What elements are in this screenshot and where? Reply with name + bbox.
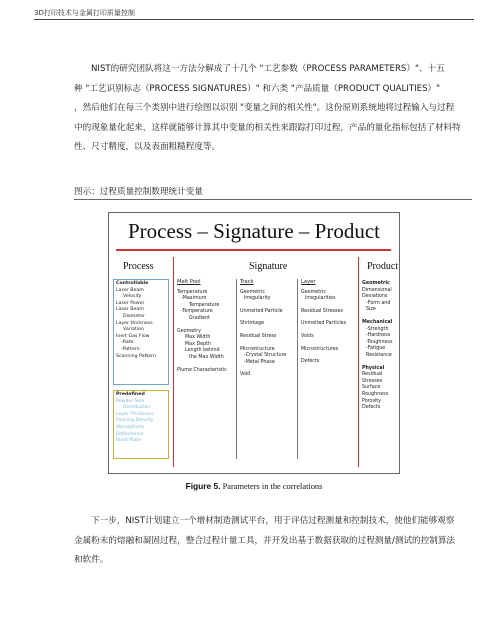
para1-line: ，然后他们在每三个类别中进行绘图以识别 "变量之间的相关性"。这份原则系统地将过程输入与过程: [74, 103, 455, 113]
list-item: the Max Width: [189, 354, 224, 360]
list-item: Laser Power: [116, 300, 145, 306]
list-item: Dimensional Deviations: [362, 287, 392, 300]
list-item: -Metal Phase: [244, 359, 275, 365]
list-item: -Toughness: [366, 339, 393, 345]
caption-text: Parameters in the correlations: [220, 482, 323, 491]
list-item: -Rate: [121, 340, 134, 346]
separator-line: [358, 257, 359, 467]
predefined-heading: Predefined: [116, 392, 145, 397]
list-item: Microstructures: [301, 346, 339, 352]
para1-line: NIST的研究团队将这一方法分解成了十几个 "工艺参数（PROCESS PARAMETERS）"、十五: [91, 64, 445, 74]
col-head-signature: Signature: [249, 261, 288, 272]
figure-caption: [108, 481, 400, 491]
list-item: Build Plate: [116, 438, 141, 444]
list-item: Reflectance: [116, 431, 144, 437]
figure-label: 图示：过程质量控制数理统计变量: [74, 185, 472, 200]
list-item: Defects: [301, 359, 320, 365]
list-item: Voids: [301, 333, 314, 339]
col-head-process: Process: [123, 261, 154, 272]
list-item: Porosity: [362, 398, 382, 404]
paragraph-2: [74, 512, 472, 571]
list-item: Diameter: [123, 313, 145, 319]
predefined-box: [113, 390, 169, 459]
list-item: Geometry: [177, 328, 201, 334]
list-item: -Strength: [366, 326, 389, 332]
layer-heading: Layer: [301, 279, 316, 285]
list-item: Layer thickness: [116, 320, 153, 326]
list-item: Microstructure: [240, 346, 275, 352]
list-item: -Hardness: [366, 333, 391, 339]
product-column: [362, 281, 398, 412]
para1-line: 性、尺寸精度，以及表面粗糙程度等。: [74, 142, 221, 152]
para2-line: 下一步，NIST计划建立一个增材制造测试平台，用于评估过程测量和控制技术，使他们能够观察: [91, 516, 455, 526]
para2-line: 和软件。: [74, 555, 109, 565]
list-item: Packing Density: [116, 418, 154, 424]
list-item: Inert Gas Flow: [116, 333, 150, 339]
list-item: -Form and Size: [366, 300, 391, 313]
list-item: Laser Beam: [116, 307, 144, 313]
list-item: Variation: [123, 327, 144, 333]
list-item: -Temperature: [181, 309, 213, 315]
list-item: -Maximum: [181, 296, 207, 302]
list-item: -Fatigue Resistance: [366, 346, 392, 358]
list-item: Residual Stress: [240, 333, 277, 339]
list-item: -Pattern: [121, 346, 140, 352]
track-column: [240, 279, 297, 379]
column-divider: [236, 279, 237, 459]
figure-title: Process – Signature – Product: [128, 219, 380, 243]
figure-diagram: [108, 212, 400, 474]
list-item: Mechanical: [362, 319, 393, 325]
list-item: Surface Roughness: [362, 385, 389, 397]
list-item: Plume Characteristic: [177, 367, 227, 373]
list-item: Velocity: [123, 294, 142, 300]
list-item: Distribution: [123, 405, 151, 411]
list-item: Geometric: [301, 289, 327, 295]
list-item: Irregularity: [244, 296, 271, 302]
list-item: Powder Size: [116, 398, 145, 404]
list-item: Physical: [362, 365, 385, 371]
list-item: Layer Thickness: [116, 411, 154, 417]
controllable-heading: Controllable: [116, 281, 149, 286]
list-item: Absorptivity: [116, 424, 145, 430]
column-divider: [297, 279, 298, 459]
list-item: Geometric: [362, 281, 390, 286]
list-item: Temperature: [177, 289, 208, 295]
list-item: Residual Stresses: [301, 308, 343, 314]
meltpool-column: [177, 279, 235, 374]
list-item: Unmelted Particle: [240, 308, 283, 314]
list-item: Defects: [362, 405, 381, 411]
list-item: Void: [240, 372, 251, 378]
para1-line: 种 "工艺识别标志（PROCESS SIGNATURES）" 和六类 "产品质量（PRODUCT QUALITIES）": [74, 83, 441, 94]
list-item: Shrinkage: [240, 321, 265, 327]
track-heading: Track: [240, 279, 254, 285]
header-title: 3D打印技术与金属打印质量控制: [34, 9, 135, 17]
separator-line: [173, 257, 174, 467]
list-item: Scanning Pattern: [116, 353, 156, 359]
title-underline: [116, 249, 391, 251]
list-item: Unmelted Particles: [301, 321, 347, 327]
list-item: -Crystal Structure: [244, 353, 287, 359]
list-item: Residual Stresses: [362, 372, 383, 384]
list-item: Max Width: [185, 335, 211, 341]
para1-line: 中的现象量化起来，这样就能够计算其中变量的相关性来跟踪打印过程，产品的量化指标包括了材料特: [74, 122, 461, 133]
col-head-product: Product: [367, 261, 399, 272]
list-item: Irregularities: [305, 296, 336, 302]
list-item: Geometric: [240, 289, 266, 295]
meltpool-heading: Melt Pool: [177, 279, 201, 285]
paragraph-1: [74, 60, 472, 158]
list-item: Max Depth: [185, 341, 212, 347]
controllable-box: [113, 279, 169, 385]
list-item: Temperature: [189, 302, 220, 308]
running-header: [34, 6, 474, 20]
list-item: Length behind: [185, 348, 220, 354]
list-item: Gradient: [189, 315, 210, 321]
list-item: Laser Beam: [116, 287, 144, 293]
caption-label: Figure 5.: [185, 481, 221, 491]
para2-line: 金属粉末的熔融和凝固过程，整合过程计量工具，并开发出基于数据获取的过程测量/测试的控制算法: [74, 535, 456, 546]
layer-column: [301, 279, 357, 366]
